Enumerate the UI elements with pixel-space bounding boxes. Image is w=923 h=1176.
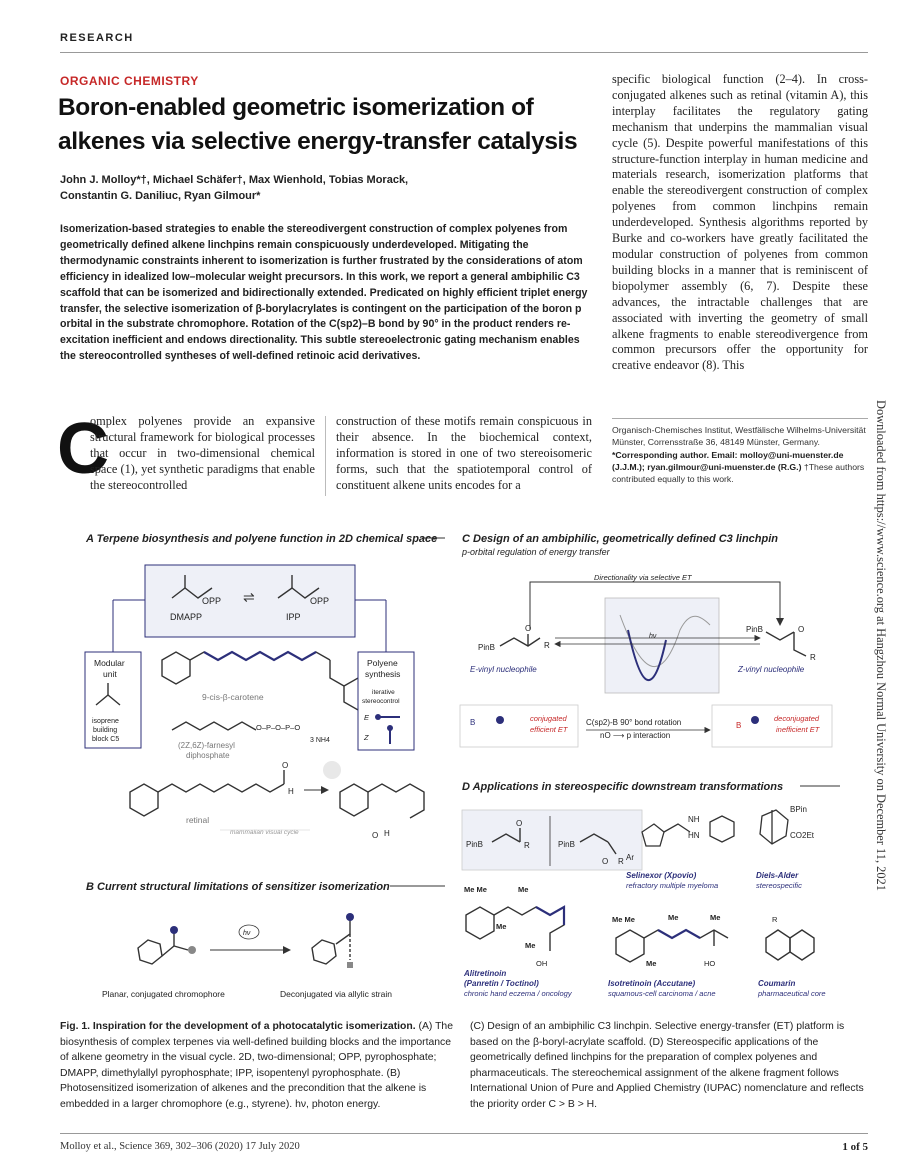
coumarin-structure <box>766 930 814 960</box>
caption-left <box>60 1019 458 1112</box>
retinal-h2: H <box>384 829 390 838</box>
d-bpin-label: BPin <box>790 805 807 814</box>
retinal-o2: O <box>372 831 379 840</box>
column-divider <box>325 416 326 496</box>
footer-rule <box>60 1133 868 1134</box>
section-label: RESEARCH <box>60 32 134 44</box>
e-label: E <box>364 713 370 722</box>
direction-label: Directionality via selective ET <box>594 573 692 582</box>
stereocontrol-label: stereocontrol <box>362 698 400 705</box>
deconj-c-label: deconjugated <box>774 714 820 723</box>
deconj-navy-dot <box>346 913 354 921</box>
body-column-3: specific biological function (2–4). In cross-conjugated alkenes such as retinal (vitamin A), this interplay facilitates the regulatory gating mechanism that underpins the mammalian visual cycle (5). Despite powerful manifestations of this structure-function interplay in human medicine and materials research, isomerization platforms that enable the stereodivergent construction of complex polyenes from common linchpins remain underdeveloped. Synthesis algorithms reported by Burke and co-workers have greatly facilitated the modular construction of polyenes from common building blocks in a manner that is reminiscent of biopolymer assembly (6, 7). Despite these advances, the intractable challenges that are associated with inverting the geometry of small alkene fragments to enable stereodivergence from common precursors offer the opportunity for creative endeavor (8). This <box>612 72 868 373</box>
phosphate-text: O–P–O–P–O <box>256 723 301 732</box>
carotene-label: 9-cis-β-carotene <box>202 692 264 702</box>
page-number: 1 of 5 <box>842 1141 868 1153</box>
dmapp-label: DMAPP <box>170 612 203 622</box>
squamous-label: squamous-cell carcinoma / acne <box>608 989 716 998</box>
carotene-structure <box>162 652 372 710</box>
d-ho-label: HO <box>704 959 716 968</box>
c-pinb1-label: PinB <box>478 643 495 652</box>
c-r1-label: R <box>544 641 550 650</box>
orbital-b-left: B <box>470 718 476 727</box>
orbital-b-right: B <box>736 721 742 730</box>
equilibrium-arrow: ⇌ <box>243 589 255 605</box>
d-me5-label: Me Me <box>612 915 635 924</box>
article-title: Boron-enabled geometric isomerization of alkenes via selective energy-transfer catalysis <box>58 94 578 155</box>
stereospecific-label: stereospecific <box>756 881 802 890</box>
linchpin-box <box>462 810 642 870</box>
iterative-label: iterative <box>372 689 395 696</box>
styrene-structure <box>138 933 188 964</box>
authors-line-1: John J. Molloy*†, Michael Schäfer†, Max Wienhold, Tobias Morack, <box>60 174 409 186</box>
polyene-label: Polyene <box>367 658 398 668</box>
d-me2-label: Me <box>518 885 529 894</box>
c-o1-label: O <box>525 624 532 633</box>
d-pinb1-label: PinB <box>466 840 483 849</box>
d-rr-label: R <box>772 915 778 924</box>
modular-label: Modular <box>94 658 125 668</box>
panel-c-subtitle: p-orbital regulation of energy transfer <box>462 547 610 557</box>
z-vinyl-label: Z-vinyl nucleophile <box>738 665 805 674</box>
selinexor-label: Selinexor (Xpovio) <box>626 871 697 880</box>
nh4-label: 3 NH4 <box>310 737 330 744</box>
deconj-label: Deconjugated via allylic strain <box>280 989 392 999</box>
isoprene-label: isoprene <box>92 718 119 725</box>
opp-label-2: OPP <box>310 596 330 606</box>
ipp-label: IPP <box>286 612 301 622</box>
download-watermark <box>874 400 888 900</box>
building-label: building <box>93 727 118 734</box>
coumarin-label: Coumarin <box>758 979 796 988</box>
diels-alder-structure <box>760 810 788 844</box>
opp-label-1: OPP <box>202 596 222 606</box>
top-rule <box>60 52 868 53</box>
body-column-2: construction of these motifs remain conspicuous in their absence. In the biochemical context, information is stored in one of two stereoisomeric forms, such that the spatiotemporal control of constituent alkene units encodes for a <box>336 414 592 492</box>
panel-b-title: B Current structural limitations of sensitizer isomerization <box>86 881 390 893</box>
download-text: Downloaded from https://www.science.org at Hangzhou Normal University on December 11, 2021 <box>874 400 888 891</box>
deconj-gray-square <box>347 962 353 968</box>
retinal-o1: O <box>282 761 289 770</box>
panel-c-title: C Design of an ambiphilic, geometrically defined C3 linchpin <box>462 533 778 545</box>
drop-cap: C <box>57 409 109 489</box>
z-acrylate-structure <box>766 632 806 656</box>
unit-label: unit <box>103 669 117 679</box>
retinal-structure <box>130 770 284 816</box>
d-ar-label: Ar <box>626 853 634 862</box>
ineff-label: inefficient ET <box>776 725 820 734</box>
d-me1-label: Me Me <box>464 885 487 894</box>
caption-left-text: (A) The biosynthesis of complex terpenes via well-defined building blocks and the importance of alkene geometry in the visual cycle. 2D, two-dimensional; OPP, pyrophosphate; DMAPP, dimethylallyl pyrophosphate; IPP, isopentenyl pyrophosphate. (B) Photosensitized isomerization of alkenes and the precondition that the alkene is embedded in a larger chromophore (e.g., styrene). hν, photon energy. <box>60 1021 453 1110</box>
d-pinb2-label: PinB <box>558 840 575 849</box>
c-pinb2-label: PinB <box>746 625 763 634</box>
interaction-label: nO ⟶ p interaction <box>600 731 671 740</box>
d-me8-label: Me <box>646 959 657 968</box>
panel-a-title: A Terpene biosynthesis and polyene function in 2D chemical space <box>86 533 438 545</box>
panel-d-title: D Applications in stereospecific downstream transformations <box>462 781 784 793</box>
corresponding-author: *Corresponding author. Email: molloy@uni-muenster.de (J.J.M.); ryan.gilmour@uni-muenster.de (R.G.) †These authors contributed equally to this work. <box>612 449 865 485</box>
c-o2-label: O <box>798 625 805 634</box>
cis-retinal-structure <box>340 784 424 818</box>
d-r1-label: R <box>524 841 530 850</box>
visual-cycle-label: mammalian visual cycle <box>230 829 299 836</box>
isotretinoin-highlight <box>658 930 700 938</box>
body-column-1: omplex polyenes provide an expansive structural framework for biological processes that occur in two-dimensional chemical space (1), yet synthetic paradigms that enable the stereocontrolled <box>90 414 315 492</box>
styrene-navy-dot <box>170 926 178 934</box>
diels-alder-label: Diels-Alder <box>756 871 799 880</box>
hv-label: hν <box>243 930 251 937</box>
alitretinoin-highlight <box>536 907 564 925</box>
isotretinoin-structure <box>616 930 728 962</box>
caption-right: (C) Design of an ambiphilic C3 linchpin. Selective energy-transfer (ET) platform is based on the β-boryl-acrylate scaffold. (D) Stereospecific applications of the geometrically defined linchpins for the preparation of complex polyenes and pharmaceuticals. The stereochemical assignment of the alkene fragment follows International Union of Pure and Applied Chemistry (IUPAC) nomenclature and reflects the priority order C > B > H. <box>470 1021 864 1110</box>
planar-label: Planar, conjugated chromophore <box>102 989 225 999</box>
deconjugated-structure <box>312 920 350 964</box>
d-me6-label: Me <box>668 913 679 922</box>
isotretinoin-label: Isotretinoin (Accutane) <box>608 979 696 988</box>
synthesis-label: synthesis <box>365 669 401 679</box>
d-me7-label: Me <box>710 913 721 922</box>
bond-rotation-label: C(sp2)-B 90° bond rotation <box>586 718 682 727</box>
figure-1 <box>60 520 870 1010</box>
d-o2-label: O <box>602 857 609 866</box>
c-hv-label: hν <box>649 633 657 640</box>
alitretinoin-label: Alitretinoin <box>464 969 507 978</box>
panretin-label: (Panretin / Toctinol) <box>464 979 539 988</box>
e-acrylate-structure <box>500 634 540 646</box>
block-label: block C5 <box>92 736 120 743</box>
conj-label: conjugated <box>530 714 567 723</box>
e-vinyl-label: E-vinyl nucleophile <box>470 665 537 674</box>
pharma-label: pharmaceutical core <box>758 989 826 998</box>
footer-citation: Molloy et al., Science 369, 302–306 (2020) 17 July 2020 <box>60 1141 300 1152</box>
retinal-label: retinal <box>186 815 210 825</box>
eff-label: efficient ET <box>530 725 568 734</box>
d-r2-label: R <box>618 857 624 866</box>
farnesyl-label: (2Z,6Z)-farnesyl <box>178 741 235 750</box>
author-list <box>60 172 600 204</box>
d-me3-label: Me <box>496 922 507 931</box>
energy-diagram-box <box>605 598 719 693</box>
light-glow <box>323 761 341 779</box>
orbital-lobe-right <box>751 716 759 724</box>
styrene-gray-dot <box>188 946 196 954</box>
article-category: ORGANIC CHEMISTRY <box>60 74 199 88</box>
eczema-label: chronic hand eczema / oncology <box>464 989 572 998</box>
diphosphate-label: diphosphate <box>186 751 230 760</box>
d-hn-label: HN <box>688 831 700 840</box>
affiliation-rule <box>612 418 868 419</box>
retinal-h1: H <box>288 787 294 796</box>
z-label: Z <box>364 733 369 742</box>
carotene-backbone-highlight <box>204 652 316 660</box>
affiliation-block <box>612 424 868 485</box>
abstract: Isomerization-based strategies to enable the stereodivergent construction of complex polyenes from geometrically defined alkene linchpins remain conspicuously underdeveloped. Mitigating the thermodynamic constraints inherent to isomerization is further frustrated by the considerations of atom efficiency in idealized low–molecular weight precursors. In this work, we report a general ambiphilic C3 scaffold that can be isomerized and bidirectionally extended. Predicated on highly efficient triplet energy transfer, the selective isomerization of β-borylacrylates is contingent on the participation of the boron p orbital in the substrate chromophore. Rotation of the C(sp2)–B bond by 90° in the product renders re-excitation inefficient and endows directionality. This subtle stereoelectronic gating mechanism enables the stereocontrolled syntheses of well-defined retinoic acid derivatives. <box>60 223 588 363</box>
d-me4-label: Me <box>525 941 536 950</box>
affiliation-address: Organisch-Chemisches Institut, Westfälische Wilhelms-Universität Münster, Corrensstraße 36, 48149 Münster, Germany. <box>612 425 866 448</box>
caption-title: Fig. 1. Inspiration for the development of a photocatalytic isomerization. <box>60 1021 416 1032</box>
d-nh-label: NH <box>688 815 700 824</box>
d-oh1-label: OH <box>536 959 548 968</box>
d-o1-label: O <box>516 819 523 828</box>
farnesyl-structure <box>172 722 256 730</box>
equal-contribution: †These authors contributed equally to this work. <box>612 461 865 485</box>
c-r2-label: R <box>810 653 816 662</box>
orbital-lobe-left <box>496 716 504 724</box>
myeloma-label: refractory multiple myeloma <box>626 881 719 890</box>
d-co2et-label: CO2Et <box>790 831 815 840</box>
authors-line-2: Constantin G. Daniliuc, Ryan Gilmour* <box>60 190 261 202</box>
